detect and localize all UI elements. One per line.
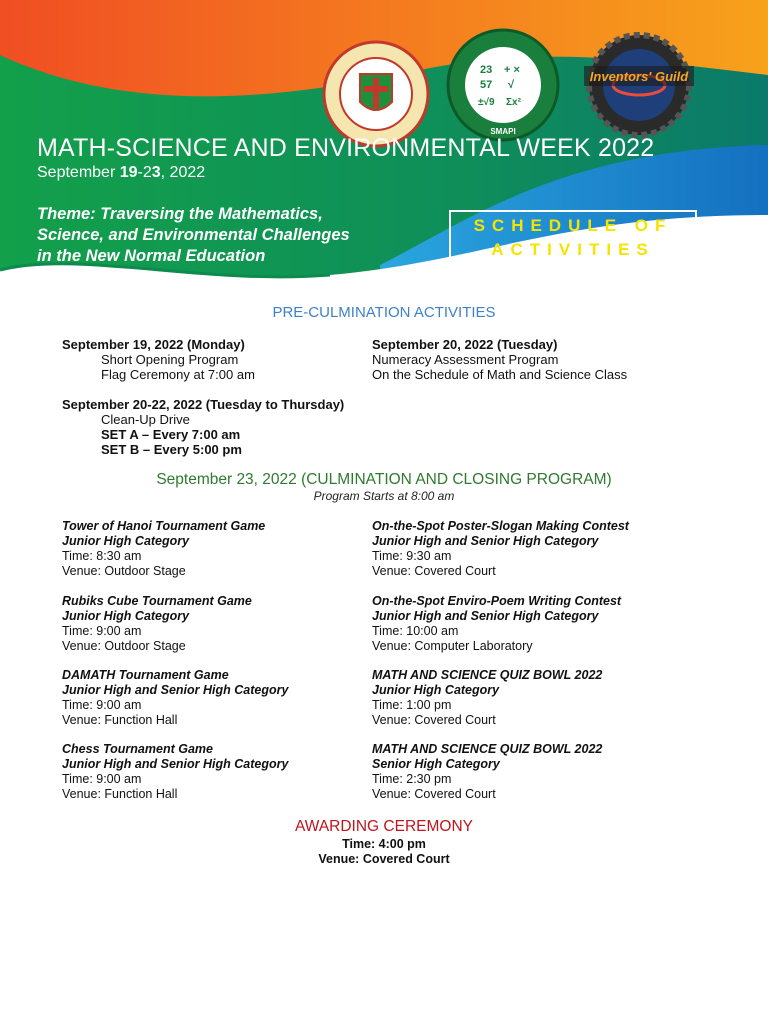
event-name: Tower of Hanoi Tournament Game [62,519,266,533]
event-category: Junior High and Senior High Category [62,757,289,771]
theme-line: Theme: Traversing the Mathematics, [37,205,323,223]
event-venue: Venue: Outdoor Stage [62,639,186,653]
pre-culmination-title: PRE-CULMINATION ACTIVITIES [272,304,496,321]
guild-cell-1: 23 [480,64,493,76]
dates-day2: 3 [151,164,161,181]
event-venue: Venue: Computer Laboratory [372,639,533,653]
event-venue: Venue: Outdoor Stage [62,564,186,578]
event-category: Junior High Category [62,609,190,623]
dates-prefix: September [37,164,120,181]
event-name: Chess Tournament Game [62,742,213,756]
event-card [372,742,672,802]
awarding-title: AWARDING CEREMONY [295,818,473,835]
event-time: Time: 9:00 am [62,698,142,712]
pre-day-1 [62,337,255,382]
event-venue: Venue: Covered Court [372,787,496,801]
inventors-guild-logo [578,30,700,140]
inventors-guild-text: Inventors' Guild [589,69,689,84]
event-venue: Venue: Covered Court [372,713,496,727]
event-name: On-the-Spot Poster-Slogan Making Contest [372,519,629,533]
pre-day-item: Numeracy Assessment Program [372,352,559,367]
event-name: Rubiks Cube Tournament Game [62,594,252,608]
event-time: Time: 10:00 am [372,624,459,638]
theme-line: in the New Normal Education [37,247,266,265]
event-category: Junior High Category [62,534,190,548]
event-name: DAMATH Tournament Game [62,668,229,682]
event-time: Time: 9:30 am [372,549,452,563]
schedule-line-2: ACTIVITIES [491,240,655,259]
event-category: Junior High and Senior High Category [372,534,599,548]
schedule-line-1: SCHEDULE OF [473,216,673,235]
event-category: Junior High and Senior High Category [372,609,599,623]
event-card [62,594,362,654]
event-category: Junior High and Senior High Category [62,683,289,697]
event-venue: Venue: Covered Court [372,564,496,578]
culmination-title: September 23, 2022 (CULMINATION AND CLOSING PROGRAM) [156,471,612,488]
event-card [62,668,362,728]
pre-day-date: September 19, 2022 (Monday) [62,337,245,352]
schedule-of-activities-box [449,210,697,263]
pre-day-item: Clean-Up Drive [101,412,190,427]
event-dates [37,164,205,182]
guild-cell-2: + × [504,64,520,76]
event-time: Time: 1:00 pm [372,698,452,712]
event-time: Time: 9:00 am [62,624,142,638]
theme-statement [37,204,397,267]
event-name: MATH AND SCIENCE QUIZ BOWL 2022 [372,742,603,756]
dates-day1: 19 [119,164,138,181]
guild-cell-5: ±√9 [478,97,495,108]
awarding-venue: Venue: Covered Court [318,852,450,866]
set-a-schedule: SET A – Every 7:00 am [101,427,241,442]
event-card [372,668,672,728]
event-card [62,519,362,579]
guild-cell-3: 57 [480,79,493,91]
event-venue: Venue: Function Hall [62,787,178,801]
event-category: Senior High Category [372,757,500,771]
event-time: Time: 8:30 am [62,549,142,563]
guild-bottom-text: SMAPI [490,127,516,136]
pre-day-item: Flag Ceremony at 7:00 am [101,367,255,382]
event-name: On-the-Spot Enviro-Poem Writing Contest [372,594,622,608]
pre-day-item: On the Schedule of Math and Science Class [372,367,628,382]
pre-day-2 [372,337,627,382]
pre-day-date: September 20-22, 2022 (Tuesday to Thursday) [62,397,345,412]
page-title: MATH-SCIENCE AND ENVIRONMENTAL WEEK 2022 [37,134,655,162]
event-card [62,742,362,802]
dates-suffix: , 2022 [160,164,206,181]
awarding-time: Time: 4:00 pm [342,837,426,851]
event-time: Time: 9:00 am [62,772,142,786]
pre-day-3 [62,397,344,457]
event-venue: Venue: Function Hall [62,713,178,727]
pre-day-date: September 20, 2022 (Tuesday) [372,337,558,352]
theme-line: Science, and Environmental Challenges [37,226,350,244]
set-b-schedule: SET B – Every 5:00 pm [101,442,242,457]
guild-cell-4: √ [508,79,515,91]
event-category: Junior High Category [372,683,500,697]
mathematicians-guild-logo [446,28,560,142]
pre-day-item: Short Opening Program [101,352,239,367]
dates-mid: -2 [137,164,152,181]
event-name: MATH AND SCIENCE QUIZ BOWL 2022 [372,668,603,682]
event-card [372,519,672,579]
guild-cell-6: Σx² [506,97,521,108]
culmination-subtitle: Program Starts at 8:00 am [313,489,455,503]
event-card [372,594,672,654]
event-time: Time: 2:30 pm [372,772,452,786]
school-seal-logo [322,40,430,148]
